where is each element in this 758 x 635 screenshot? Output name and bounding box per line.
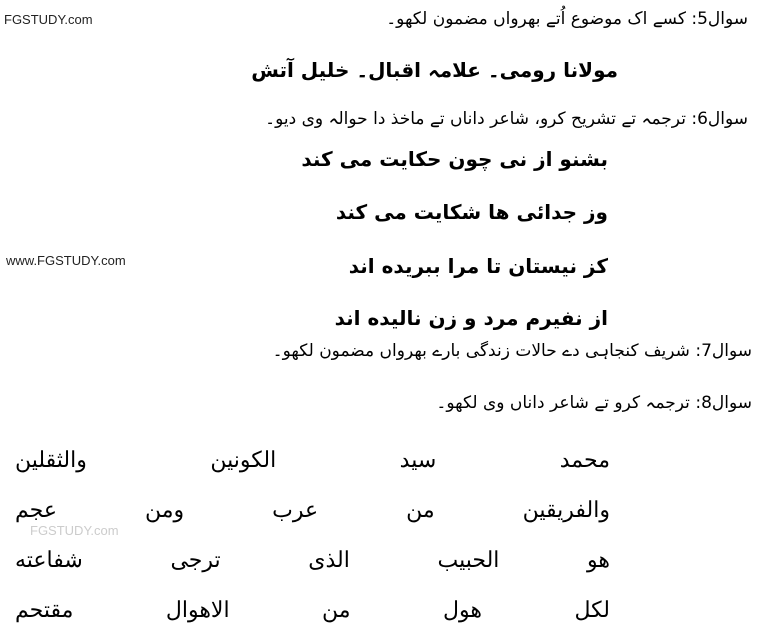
question-text: ترجمہ تے تشریح کرو، شاعر داناں تے ماخذ دا حوالہ وی دیو۔: [265, 109, 686, 129]
arabic-verse: محمد سيد الكونين والثقلين: [15, 448, 610, 473]
question-7: [273, 340, 752, 361]
question-text: ترجمہ کرو تے شاعر داناں وی لکھو۔: [436, 393, 690, 413]
persian-verse: بشنو از نی چون حکایت می کند: [301, 147, 608, 171]
question-label: سوال6:: [691, 109, 748, 129]
arabic-verse: لكل هول من الاهوال مقتحم: [15, 598, 610, 623]
question-8: [436, 392, 752, 413]
question-label: سوال8:: [695, 393, 752, 413]
watermark-middle: www.FGSTUDY.com: [6, 253, 126, 268]
arabic-verse: والفريقين من عرب ومن عجم: [15, 498, 610, 523]
topic-list: مولانا رومی۔ علامہ اقبال۔ خلیل آتش: [251, 58, 618, 82]
question-text: شریف کنجاہی دے حالات زندگی بارے بھرواں مضمون لکھو۔: [272, 341, 690, 361]
question-label: سوال7:: [695, 341, 752, 361]
persian-verse: از نفیرم مرد و زن نالیده اند: [334, 306, 608, 330]
question-6: [265, 108, 748, 129]
persian-verse: وز جدائی ها شکایت می کند: [335, 200, 608, 224]
watermark-faint: FGSTUDY.com: [30, 523, 119, 538]
question-text: کسے اک موضوع اُتے بھرواں مضمون لکھو۔: [386, 9, 686, 29]
question-5: [386, 8, 748, 29]
persian-verse: کز نیستان تا مرا ببریده اند: [348, 254, 608, 278]
arabic-verse: هو الحبيب الذى ترجى شفاعته: [15, 548, 610, 573]
watermark-top: FGSTUDY.com: [4, 12, 93, 27]
question-label: سوال5:: [691, 9, 748, 29]
